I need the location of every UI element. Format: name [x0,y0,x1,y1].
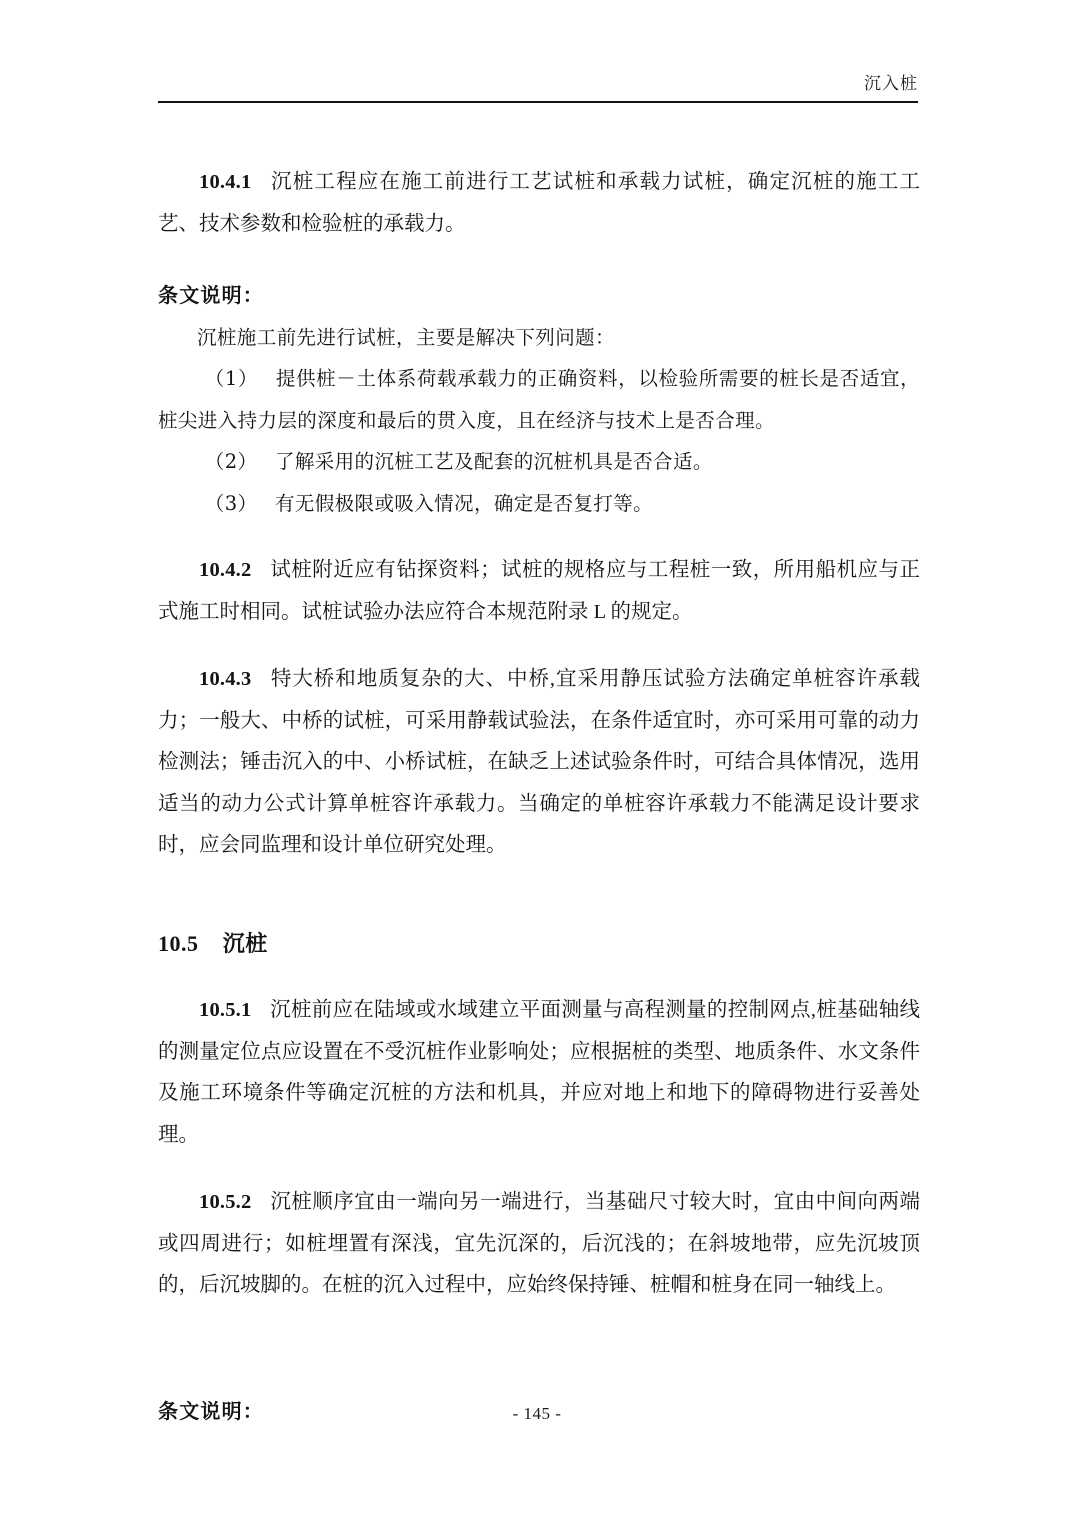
clause-10-5-2 [158,1182,920,1307]
explanation-1-intro: 沉桩施工前先进行试桩，主要是解决下列问题： [197,325,615,349]
clause-10-4-3 [158,659,920,867]
clause-10-4-3-number: 10.4.3 [199,668,252,690]
clause-10-4-1-text: 沉桩工程应在施工前进行工艺试桩和承载力试桩，确定沉桩的施工工艺、技术参数和检验桩的承载力。 [158,171,920,235]
running-header-title: 沉入桩 [864,74,918,93]
page-body [158,162,920,1432]
clause-10-5-1 [158,990,920,1156]
explanation-1-item-2-marker: （2） [204,450,258,473]
section-heading-10-5 [158,923,920,965]
clause-10-5-1-number: 10.5.1 [199,999,252,1021]
clause-10-4-1-number: 10.4.1 [199,171,252,193]
page-footer: - 145 - [512,1404,562,1423]
header-rule [158,101,918,103]
clause-10-4-3-text: 特大桥和地质复杂的大、中桥,宜采用静压试验方法确定单桩容许承载力；一般大、中桥的试桩，可采用静载试验法，在条件适宜时，亦可采用可靠的动力检测法；锤击沉入的中、小桥试桩，在缺乏上述试验条件时，可结合具体情况，选用适当的动力公式计算单桩容许承载力。当确定的单桩容许承载力不能满足设计要求时，应会同监理和设计单位研究处理。 [158,668,920,856]
explanation-heading-2: 条文说明： [158,1398,264,1423]
clause-10-4-1 [158,162,920,245]
explanation-heading-1: 条文说明： [158,283,264,307]
explanation-1-item-1-marker: （1） [204,367,259,390]
section-spacer [158,1307,920,1351]
clause-10-4-2-number: 10.4.2 [199,559,252,581]
explanation-1-item-2-text: 了解采用的沉桩工艺及配套的沉桩机具是否合适。 [274,450,713,473]
section-heading-number: 10.5 [158,930,199,956]
explanation-1-item-1 [158,358,920,441]
explanation-1-item-2 [158,441,920,483]
explanation-1-item-3-text: 有无假极限或吸入情况，确定是否复打等。 [274,491,654,515]
clause-10-4-2 [158,550,920,633]
running-header [158,74,918,111]
explanation-1-item-1-text: 提供桩－土体系荷载承载力的正确资料，以检验所需要的桩长是否适宜，桩尖进入持力层的深度和最后的贯入度，且在经济与技术上是否合理。 [158,367,920,432]
clause-10-5-2-text: 沉桩顺序宜由一端向另一端进行，当基础尺寸较大时，宜由中间向两端或四周进行；如桩埋置有深浅，宜先沉深的，后沉浅的；在斜坡地带，应先沉坡顶的，后沉坡脚的。在桩的沉入过程中，应始终保持锤、桩帽和桩身在同一轴线上。 [158,1191,920,1296]
clause-10-5-2-number: 10.5.2 [199,1191,252,1213]
clause-10-5-1-text: 沉桩前应在陆域或水域建立平面测量与高程测量的控制网点,桩基础轴线的测量定位点应设置在不受沉桩作业影响处；应根据桩的类型、地质条件、水文条件及施工环境条件等确定沉桩的方法和机具，并应对地上和地下的障碍物进行妥善处理。 [158,999,920,1146]
explanation-1-item-3-marker: （3） [204,491,258,515]
clause-10-4-2-text: 试桩附近应有钻探资料；试桩的规格应与工程桩一致，所用船机应与正式施工时相同。试桩试验办法应符合本规范附录 L 的规定。 [158,559,920,623]
section-heading-title: 沉桩 [222,930,268,956]
explanation-1-item-3 [158,483,920,525]
